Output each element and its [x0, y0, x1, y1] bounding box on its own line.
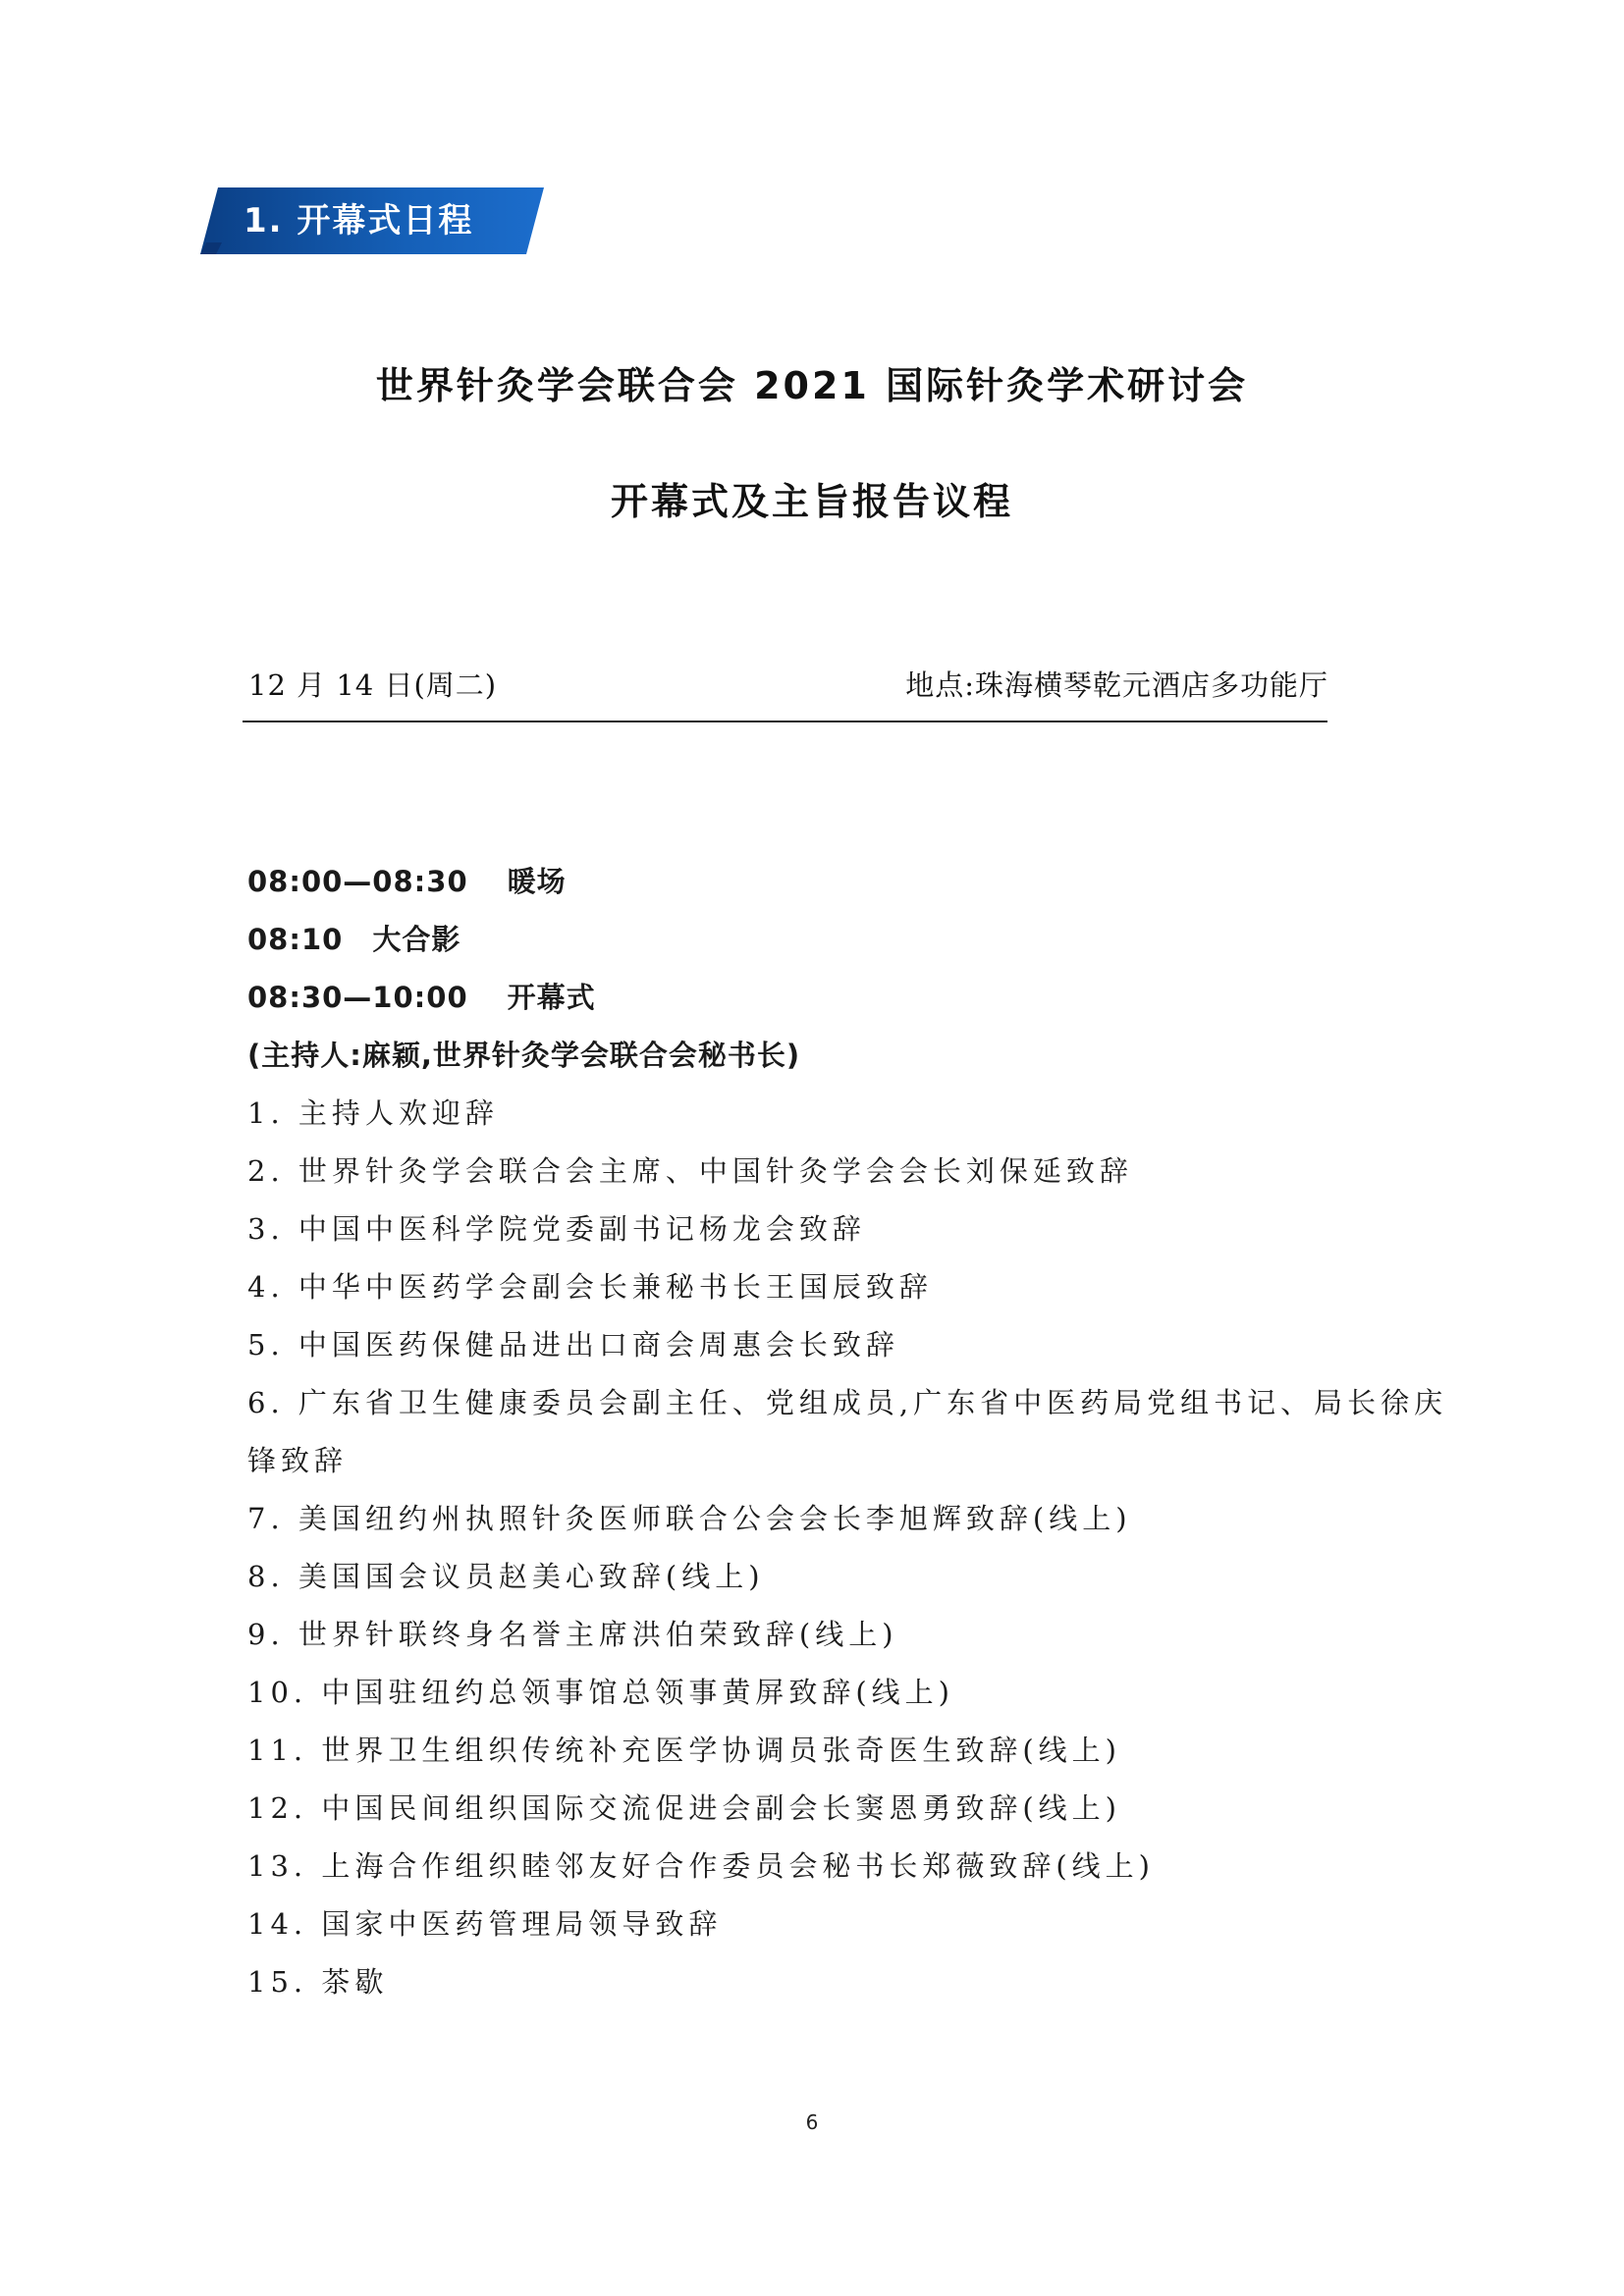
- agenda-item: 12. 中国民间组织国际交流促进会副会长窦恩勇致辞(线上): [247, 1791, 1121, 1825]
- agenda-item-continuation: 锋致辞: [247, 1444, 349, 1477]
- document-subtitle: 开幕式及主旨报告议程: [610, 480, 1013, 523]
- agenda-item: 7. 美国纽约州执照针灸医师联合公会会长李旭辉致辞(线上): [247, 1502, 1132, 1535]
- schedule-row: [247, 976, 1406, 1034]
- schedule-label: 大合影: [372, 923, 461, 956]
- agenda-item: 15. 茶歇: [247, 1965, 389, 1999]
- agenda-item: 6. 广东省卫生健康委员会副主任、党组成员,广东省中医药局党组书记、局长徐庆: [247, 1386, 1448, 1419]
- host-line: (主持人:麻颖,世界针灸学会联合会秘书长): [247, 1039, 801, 1072]
- page-number: 6: [805, 2110, 819, 2134]
- schedule-row: [247, 860, 1406, 918]
- agenda-item: 13. 上海合作组织睦邻友好合作委员会秘书长郑薇致辞(线上): [247, 1849, 1155, 1883]
- agenda-item: 5. 中国医药保健品进出口商会周惠会长致辞: [247, 1328, 899, 1362]
- agenda-item: 10. 中国驻纽约总领事馆总领事黄屏致辞(线上): [247, 1676, 954, 1709]
- header-divider: [243, 721, 1327, 722]
- section-title: 1. 开幕式日程: [244, 201, 474, 240]
- schedule-label: 开幕式: [507, 981, 596, 1014]
- agenda-item: 9. 世界针联终身名誉主席洪伯荣致辞(线上): [247, 1618, 898, 1651]
- agenda-item: 1. 主持人欢迎辞: [247, 1096, 499, 1130]
- agenda-item: 2. 世界针灸学会联合会主席、中国针灸学会会长刘保延致辞: [247, 1154, 1133, 1188]
- agenda-item: 8. 美国国会议员赵美心致辞(线上): [247, 1560, 765, 1593]
- document-title: 世界针灸学会联合会 2021 国际针灸学术研讨会: [375, 364, 1249, 407]
- agenda-item: 4. 中华中医药学会副会长兼秘书长王国辰致辞: [247, 1270, 933, 1304]
- agenda-item: 14. 国家中医药管理局领导致辞: [247, 1907, 723, 1941]
- event-venue: 地点:珠海横琴乾元酒店多功能厅: [905, 668, 1328, 702]
- schedule-label: 暖场: [507, 865, 567, 898]
- agenda-item: 11. 世界卫生组织传统补充医学协调员张奇医生致辞(线上): [247, 1734, 1121, 1767]
- agenda-item: 3. 中国中医科学院党委副书记杨龙会致辞: [247, 1212, 866, 1246]
- schedule-time: 08:30—10:00: [247, 981, 468, 1014]
- event-date: 12 月 14 日(周二): [248, 668, 498, 702]
- schedule-row: [247, 918, 1406, 976]
- schedule-time: 08:00—08:30: [247, 865, 468, 898]
- schedule-time: 08:10: [247, 923, 344, 956]
- agenda-list: [247, 860, 1448, 2018]
